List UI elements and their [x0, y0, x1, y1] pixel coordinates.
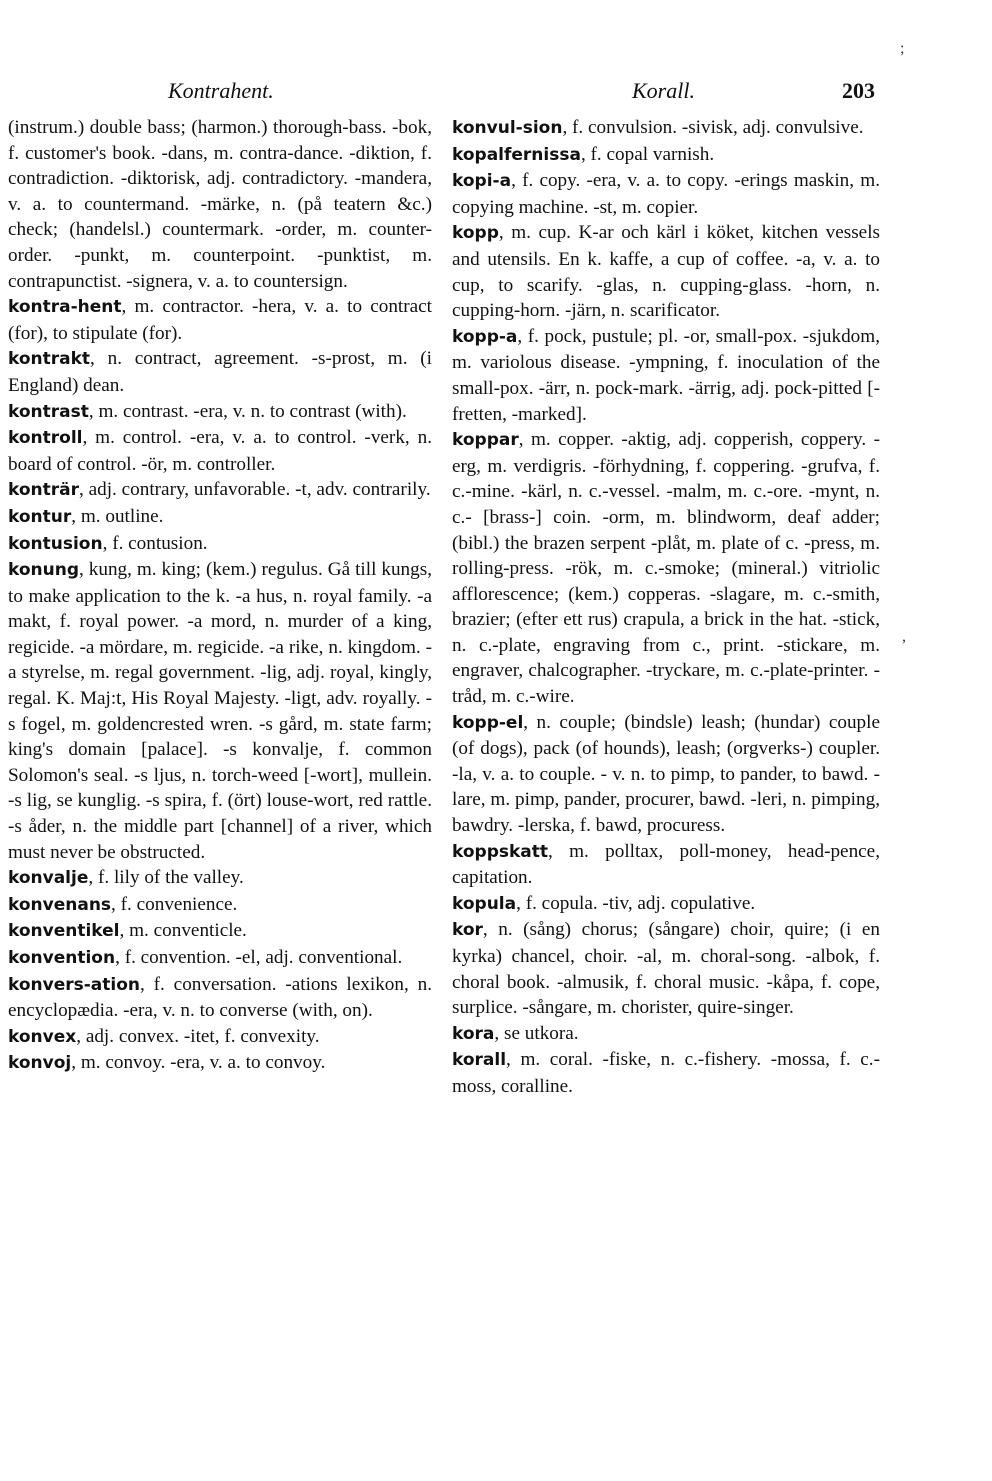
left-guide-word: Kontrahent.: [168, 78, 274, 103]
entry: kopi-a, f. copy. -era, v. a. to copy. -erings maskin, m. copying machine. -st, m. copier.: [452, 170, 880, 218]
entry: kopula, f. copula. -tiv, adj. copulative.: [452, 892, 756, 914]
margin-mark: ;: [900, 40, 905, 57]
entry: kopp-a, f. pock, pustule; pl. -or, small-pox. -sjukdom, m. variolous disease. -ympning, f. inoculation of the small-pox. -ärr, n. pock-mark. -ärrig, adj. pock-pitted [-fretten, -marked].: [452, 325, 880, 425]
entry: (instrum.) double bass; (harmon.) thorough-bass. -bok, f. customer's book. -dans, m. contra-dance. -diktion, f. contradiction. -diktorisk, adj. contradictory. -mandera, v. a. to countermand. -märke, n. (på teatern &c.) check; (handelsl.) countermark. -order, m. counter-order. -punkt, m. counterpoint. -punktist, m. contrapunctist. -signera, v. a. to countersign.: [8, 117, 432, 292]
entry: kontusion, f. contusion.: [8, 532, 208, 554]
entry: konvalje, f. lily of the valley.: [8, 867, 244, 889]
entry: kontrakt, n. contract, agreement. -s-prost, m. (i England) dean.: [8, 348, 432, 396]
entry: konträr, adj. contrary, unfavorable. -t, adv. contrarily.: [8, 479, 431, 501]
entry: kontroll, m. control. -era, v. a. to control. -verk, n. board of control. -ör, m. controller.: [8, 427, 432, 475]
entry: konvers-ation, f. conversation. -ations lexikon, n. encyclopædia. -era, v. n. to converse (with, on).: [8, 973, 432, 1022]
entry: kopp, m. cup. K-ar och kärl i köket, kitchen vessels and utensils. En k. kaffe, a cup of coffee. -a, v. a. to cup, to scarify. -glas, n. cupping-glass. -horn, n. cupping-horn. -järn, n. scarificator.: [452, 222, 880, 322]
entry: konvenans, f. convenience.: [8, 893, 238, 915]
page-header: [0, 78, 992, 108]
entry: konventikel, m. conventicle.: [8, 920, 247, 942]
left-column: [8, 115, 432, 1077]
page-number: 203: [842, 78, 875, 103]
entry: korall, m. coral. -fiske, n. c.-fishery. -mossa, f. c.-moss, coralline.: [452, 1049, 880, 1097]
side-mark: ,: [902, 628, 906, 645]
entry: koppar, m. copper. -aktig, adj. copperish, coppery. -erg, m. verdigris. -förhydning, f. coppering. -grufva, f. c.-mine. -kärl, n. c.-vessel. -malm, m. c.-ore. -mynt, n. c.- [brass-] coin. -orm, m. blindworm, deaf adder; (bibl.) the brazen serpent -plåt, m. plate of c. -press, m. rolling-press. -rök, m. c.-smoke; (mineral.) vitriolic afflorescence; (kem.) copperas. -slagare, m. c.-smith, brazier; (efter ett rus) crapula, a brick in the hat. -stick, n. c.-plate, engraving from c., print. -stickare, m. engraver, chalcographer. -tryckare, m. c.-plate-printer. -tråd, m. c.-wire.: [452, 429, 880, 708]
entry: kor, n. (sång) chorus; (sångare) choir, quire; (i en kyrka) chancel, choir. -al, m. choral-song. -albok, f. choral book. -almusik, f. choral music. -kåpa, f. cope, surplice. -sångare, m. chorister, quire-singer.: [452, 919, 880, 1019]
entry: kontur, m. outline.: [8, 505, 164, 527]
right-guide-word: Korall.: [632, 78, 695, 103]
entry: konvention, f. convention. -el, adj. conventional.: [8, 947, 403, 968]
entry: kontra-hent, m. contractor. -hera, v. a. to contract (for), to stipulate (for).: [8, 296, 432, 344]
entry: koppskatt, m. polltax, poll-money, head-pence, capitation.: [452, 840, 880, 889]
entry: konvex, adj. convex. -itet, f. convexity.: [8, 1025, 320, 1047]
entry: konvul-sion, f. convulsion. -sivisk, adj. convulsive.: [452, 117, 864, 138]
entry: kopp-el, n. couple; (bindsle) leash; (hundar) couple (of dogs), pack (of hounds), leash; (orgverks-) coupler. -la, v. a. to couple. - v. n. to pimp, to pander, to bawd. -lare, m. pimp, pander, procurer, bawd. -leri, n. pimping, bawdry. -lerska, f. bawd, procuress.: [452, 711, 880, 837]
right-column: [452, 115, 880, 1100]
entry: konvoj, m. convoy. -era, v. a. to convoy.: [8, 1052, 326, 1074]
entry: kontrast, m. contrast. -era, v. n. to contrast (with).: [8, 400, 407, 422]
entry: konung, kung, m. king; (kem.) regulus. Gå till kungs, to make application to the k. -a hus, n. royal family. -a makt, f. royal power. -a mord, n. murder of a king, regicide. -a mördare, m. regicide. -a rike, n. kingdom. -a styrelse, m. regal government. -lig, adj. royal, kingly, regal. K. Maj:t, His Royal Majesty. -ligt, adv. royally. -s fogel, m. goldencrested wren. -s gård, m. state farm; king's domain [palace]. -s konvalje, f. common Solomon's seal. -s ljus, n. torch-weed [-wort], mullein. -s lig, se kunglig. -s spira, f. (ört) louse-wort, red rattle. -s åder, n. the middle part [channel] of a river, which must never be obstructed.: [8, 559, 432, 863]
entry: kopalfernissa, f. copal varnish.: [452, 143, 715, 165]
entry: kora, se utkora.: [452, 1022, 579, 1044]
